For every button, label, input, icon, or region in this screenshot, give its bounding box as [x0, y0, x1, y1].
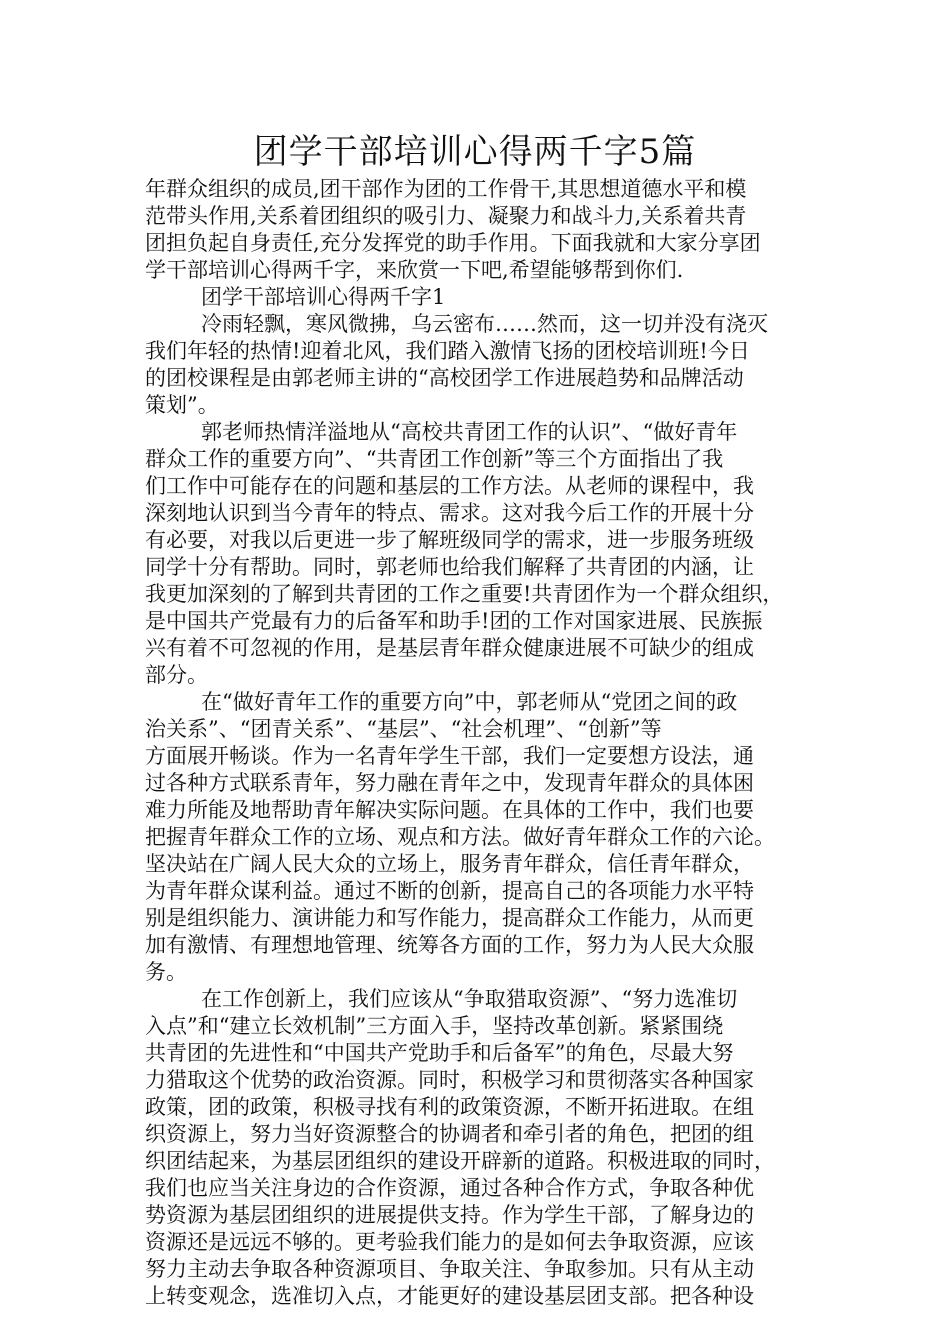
text-line: 共青团的先进性和“中国共产党助手和后备军”的角色，尽最大努 — [145, 1041, 734, 1065]
document-title: 团学干部培训心得两千字5篇 — [253, 132, 697, 172]
text-line: 坚决站在广阔人民大众的立场上，服务青年群众，信任青年群众， — [145, 852, 754, 876]
text-line: 群众工作的重要方向”、“共青团工作创新”等三个方面指出了我 — [145, 447, 724, 471]
text-line: 资源还是远远不够的。更考验我们能力的是如何去争取资源，应该 — [145, 1230, 754, 1254]
text-line: 为青年群众谋利益。通过不断的创新，提高自己的各项能力水平特 — [145, 879, 754, 903]
document-body — [145, 176, 805, 1310]
text-line: 别是组织能力、演讲能力和写作能力，提高群众工作能力，从而更 — [145, 906, 754, 930]
text-line: 织资源上，努力当好资源整合的协调者和牵引者的角色，把团的组 — [145, 1122, 754, 1146]
text-line: 治关系”、“团青关系”、“基层”、“社会机理”、“创新”等 — [145, 717, 662, 741]
text-line: 入点”和“建立长效机制”三方面入手，坚持改革创新。紧紧围绕 — [145, 1014, 724, 1038]
paragraph-first-line: 在“做好青年工作的重要方向”中，郭老师从“党团之间的政 — [201, 690, 738, 714]
text-line: 兴有着不可忽视的作用，是基层青年群众健康进展不可缺少的组成 — [145, 636, 754, 660]
paragraph-first-line: 郭老师热情洋溢地从“高校共青团工作的认识”、“做好青年 — [201, 420, 738, 444]
text-line: 我更加深刻的了解到共青团的工作之重要!共青团作为一个群众组织， — [145, 582, 784, 606]
text-line: 加有激情、有理想地管理、统筹各方面的工作，努力为人民大众服 — [145, 933, 754, 957]
text-line: 范带头作用,关系着团组织的吸引力、凝聚力和战斗力,关系着共青 — [145, 204, 747, 228]
text-line: 年群众组织的成员,团干部作为团的工作骨干,其思想道德水平和模 — [145, 177, 747, 201]
text-line: 同学十分有帮助。同时，郭老师也给我们解释了共青团的内涵，让 — [145, 555, 754, 579]
text-line: 方面展开畅谈。作为一名青年学生干部，我们一定要想方设法，通 — [145, 744, 754, 768]
text-line: 们工作中可能存在的问题和基层的工作方法。从老师的课程中，我 — [145, 474, 754, 498]
text-line: 势资源为基层团组织的进展提供支持。作为学生干部，了解身边的 — [145, 1203, 754, 1227]
text-line: 我们年轻的热情!迎着北风，我们踏入激情飞扬的团校培训班!今日 — [145, 339, 750, 363]
text-line: 过各种方式联系青年，努力融在青年之中，发现青年群众的具体困 — [145, 771, 754, 795]
text-line: 是中国共产党最有力的后备军和助手!团的工作对国家进展、民族振 — [145, 609, 763, 633]
paragraph-first-line: 冷雨轻飘，寒风微拂，乌云密布……然而，这一切并没有浇灭 — [201, 312, 768, 336]
text-line: 务。 — [145, 960, 187, 984]
text-line: 策划”。 — [145, 393, 219, 417]
paragraph-first-line: 团学干部培训心得两千字1 — [201, 285, 446, 309]
text-line: 部分。 — [145, 663, 208, 687]
text-line: 力猎取这个优势的政治资源。同时，积极学习和贯彻落实各种国家 — [145, 1068, 754, 1092]
text-line: 学干部培训心得两千字，来欣赏一下吧,希望能够帮到你们. — [145, 258, 684, 282]
text-line: 政策，团的政策，积极寻找有利的政策资源，不断开拓进取。在组 — [145, 1095, 754, 1119]
text-line: 的团校课程是由郭老师主讲的“高校团学工作进展趋势和品牌活动 — [145, 366, 744, 390]
text-line: 努力主动去争取各种资源项目、争取关注、争取参加。只有从主动 — [145, 1257, 754, 1281]
text-line: 把握青年群众工作的立场、观点和方法。做好青年群众工作的六论。 — [145, 825, 775, 849]
text-line: 我们也应当关注身边的合作资源，通过各种合作方式，争取各种优 — [145, 1176, 754, 1200]
text-line: 有必要，对我以后更进一步了解班级同学的需求，进一步服务班级 — [145, 528, 754, 552]
text-line: 深刻地认识到当今青年的特点、需求。这对我今后工作的开展十分 — [145, 501, 754, 525]
text-line: 难力所能及地帮助青年解决实际问题。在具体的工作中，我们也要 — [145, 798, 754, 822]
text-line: 上转变观念，选准切入点，才能更好的建设基层团支部。把各种设 — [145, 1284, 754, 1308]
paragraph-first-line: 在工作创新上，我们应该从“争取猎取资源”、“努力选准切 — [201, 987, 738, 1011]
text-line: 团担负起自身责任,充分发挥党的助手作用。下面我就和大家分享团 — [145, 231, 761, 255]
text-line: 织团结起来，为基层团组织的建设开辟新的道路。积极进取的同时， — [145, 1149, 775, 1173]
